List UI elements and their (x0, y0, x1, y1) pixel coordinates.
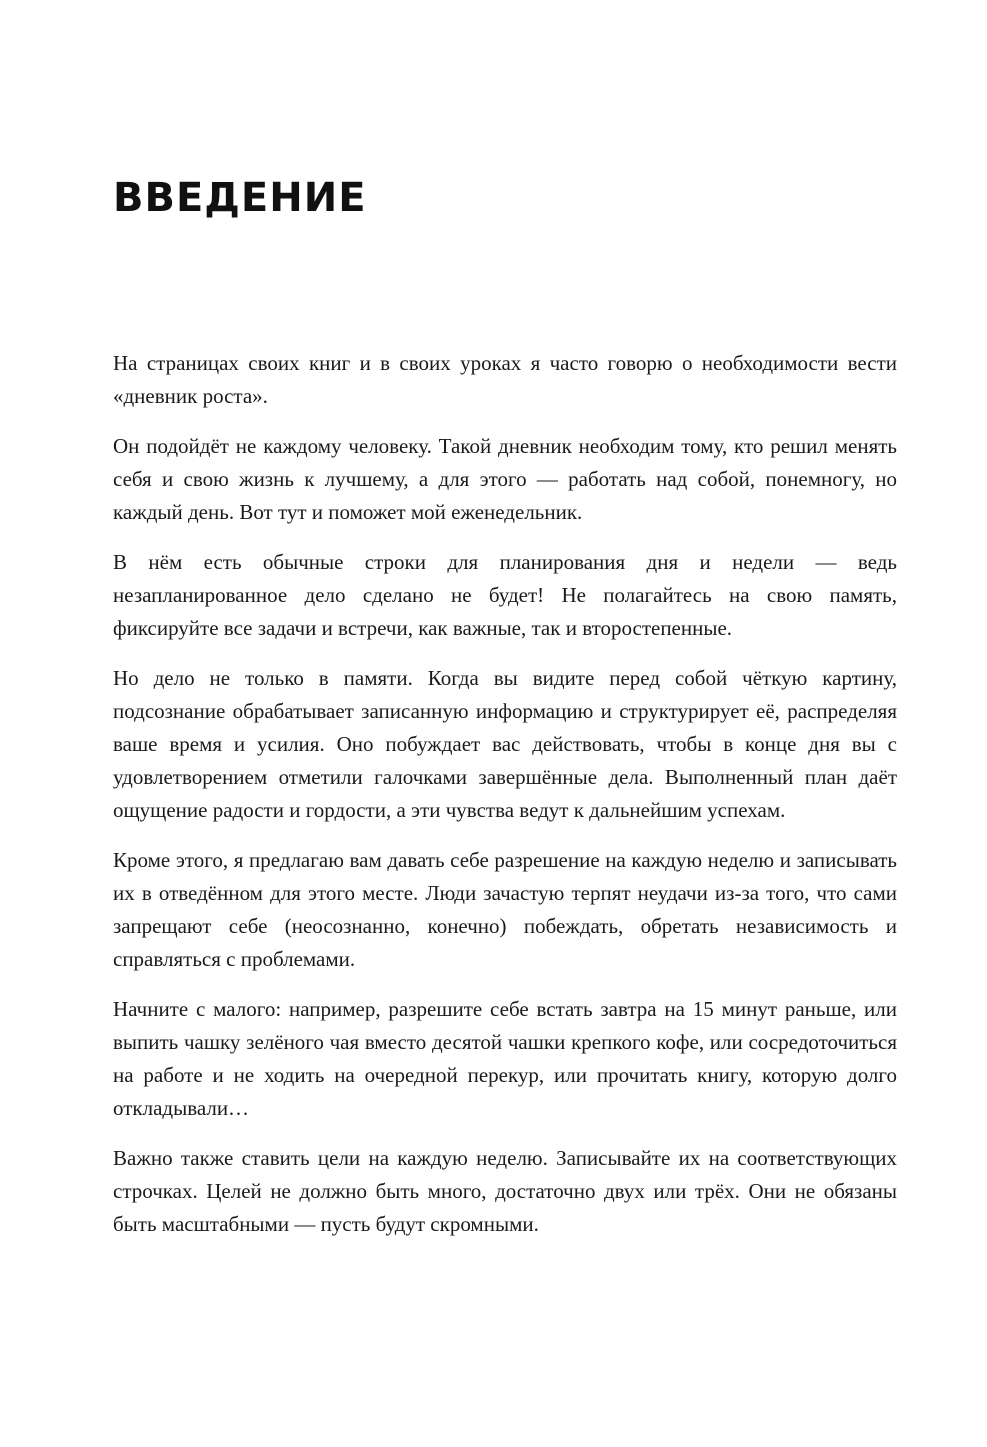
paragraph: Но дело не только в памяти. Когда вы видите перед собой чёткую картину, подсознание обрабатывает записанную информацию и структурирует её, распределяя ваше время и усилия. Оно побуждает вас действовать, чтобы в конце дня вы с удовлетворением отметили галочками завершённые дела. Выполненный план даёт ощущение радости и гордости, а эти чувства ведут к дальнейшим успехам. (113, 666, 897, 822)
paragraph: Кроме этого, я предлагаю вам давать себе разрешение на каждую неделю и записывать их в отведённом для этого месте. Люди зачастую терпят неудачи из-за того, что сами запрещают себе (неосознанно, конечно) побеждать, обретать независимость и справляться с проблемами. (113, 848, 897, 971)
paragraph: Важно также ставить цели на каждую неделю. Записывайте их на соответствующих строчках. Целей не должно быть много, достаточно двух или трёх. Они не обязаны быть масштабными — пусть будут скромными. (113, 1146, 897, 1236)
paragraph: Он подойдёт не каждому человеку. Такой дневник необходим тому, кто решил менять себя и свою жизнь к лучшему, а для этого — работать над собой, понемногу, но каждый день. Вот тут и поможет мой еженедельник. (113, 434, 897, 524)
body-text (113, 347, 897, 1258)
paragraph: На страницах своих книг и в своих уроках я часто говорю о необходимости вести «дневник роста». (113, 351, 897, 408)
page-title: ВВЕДЕНИЕ (113, 175, 367, 221)
paragraph: В нём есть обычные строки для планирования дня и недели — ведь незапланированное дело сделано не будет! Не полагайтесь на свою память, фиксируйте все задачи и встречи, как важные, так и второстепенные. (113, 550, 897, 640)
paragraph: Начните с малого: например, разрешите себе встать завтра на 15 минут раньше, или выпить чашку зелёного чая вместо десятой чашки крепкого кофе, или сосредоточиться на работе и не ходить на очередной перекур, или прочитать книгу, которую долго откладывали… (113, 997, 897, 1120)
